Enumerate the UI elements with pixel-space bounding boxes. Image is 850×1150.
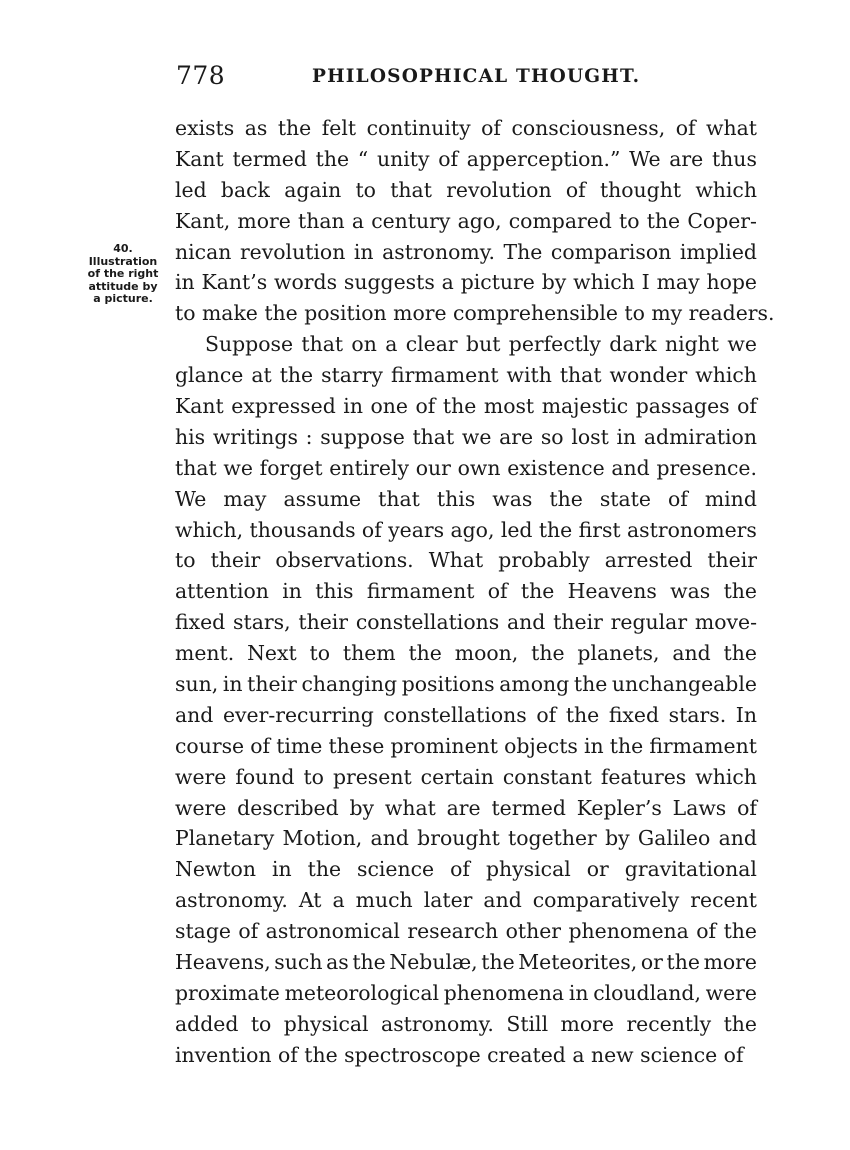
text-line: nican revolution in astronomy. The comparison implied: [175, 239, 757, 264]
text-line: Heavens, such as the Nebulæ, the Meteorites, or the more: [175, 950, 757, 975]
side-note-line: of the right: [87, 267, 159, 280]
text-line: were found to present certain constant features which: [175, 764, 757, 789]
text-line: to their observations. What probably arrested their: [175, 548, 757, 573]
text-line: added to physical astronomy. Still more recently the: [175, 1011, 757, 1036]
text-line: astronomy. At a much later and comparatively recent: [175, 888, 757, 913]
text-line: Kant expressed in one of the most majestic passages of: [175, 394, 757, 419]
text-line: Suppose that on a clear but perfectly dark night we: [205, 332, 757, 357]
text-line: to make the position more comprehensible to my readers.: [175, 301, 775, 326]
text-line: proximate meteorological phenomena in cloudland, were: [175, 980, 757, 1005]
page-number: 778: [176, 61, 226, 90]
running-head: PHILOSOPHICAL THOUGHT.: [312, 66, 641, 87]
text-line: exists as the felt continuity of consciousness, of what: [175, 116, 757, 140]
side-note-line: attitude by: [88, 279, 158, 293]
text-line: invention of the spectroscope created a new science of: [175, 1042, 744, 1067]
text-line: sun, in their changing positions among the unchangeable: [175, 672, 757, 697]
text-line: fixed stars, their constellations and their regular move-: [175, 610, 757, 635]
side-note-line: Illustration: [88, 254, 158, 268]
text-line: that we forget entirely our own existence and presence.: [175, 455, 757, 480]
side-note-number: 40.: [113, 242, 133, 255]
side-note-line: a picture.: [93, 292, 153, 305]
text-line: Planetary Motion, and brought together by Galileo and: [175, 826, 757, 851]
text-line: Kant, more than a century ago, compared to the Coper-: [175, 208, 757, 233]
text-line: and ever-recurring constellations of the fixed stars. In: [175, 702, 757, 727]
text-line: course of time these prominent objects in the firmament: [175, 733, 757, 758]
text-line: which, thousands of years ago, led the first astronomers: [175, 517, 757, 542]
text-line: in Kant’s words suggests a picture by which I may hope: [175, 270, 757, 295]
text-line: We may assume that this was the state of mind: [175, 486, 757, 511]
text-line: led back again to that revolution of thought which: [175, 177, 757, 202]
text-line: ment. Next to them the moon, the planets, and the: [175, 641, 757, 666]
text-line: Kant termed the “ unity of apperception.” We are thus: [175, 146, 757, 171]
side-note: [80, 243, 166, 306]
text-line: were described by what are termed Kepler’s Laws of: [175, 795, 757, 820]
text-line: stage of astronomical research other phenomena of the: [175, 919, 757, 944]
text-line: attention in this firmament of the Heavens was the: [175, 579, 757, 604]
text-line: Newton in the science of physical or gravitational: [175, 857, 757, 882]
text-line: glance at the starry firmament with that wonder which: [175, 363, 757, 388]
body-text: [175, 113, 775, 1071]
text-line: his writings : suppose that we are so lost in admiration: [175, 424, 757, 449]
